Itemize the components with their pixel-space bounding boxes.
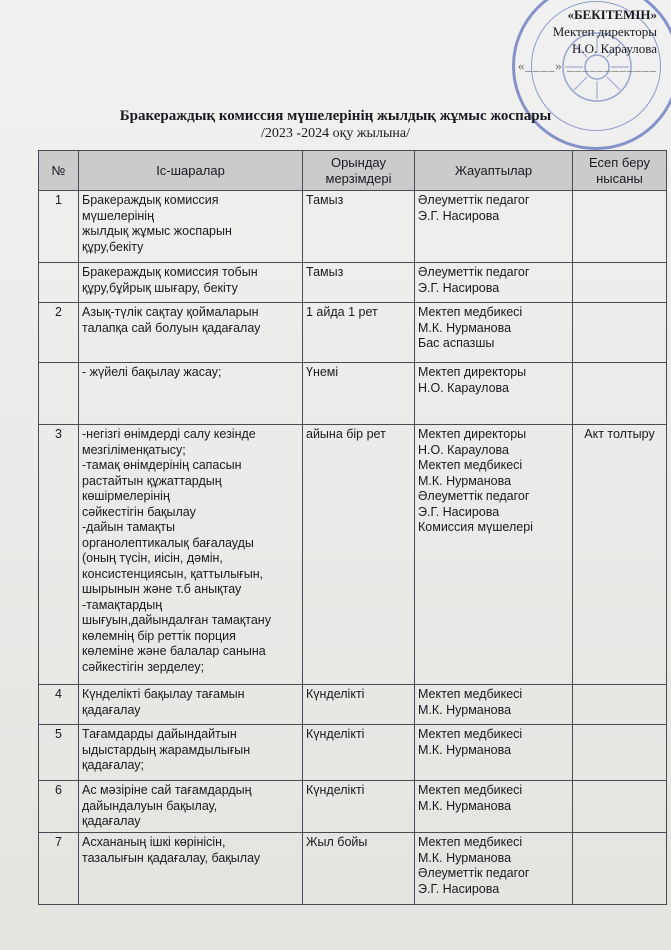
- row-activity: Асхананың ішкі көрінісін, тазалығын қадағалау, бақылау: [79, 833, 303, 905]
- row-activity: Бракераждық комиссия мүшелерінің жылдық жұмыс жоспарын құру,бекіту: [79, 191, 303, 263]
- row-num: [39, 263, 79, 303]
- table-row: [39, 725, 667, 781]
- row-num: 6: [39, 781, 79, 833]
- table-row: [39, 191, 667, 263]
- row-responsible: Әлеуметтік педагог Э.Г. Насирова: [415, 263, 573, 303]
- header-deadline: Орындау мерзімдері: [303, 151, 415, 191]
- document-title: [0, 108, 671, 142]
- row-responsible: Мектеп медбикесі М.К. Нурманова Әлеуметтік педагог Э.Г. Насирова: [415, 833, 573, 905]
- row-deadline: Үнемі: [303, 363, 415, 425]
- row-deadline: Күнделікті: [303, 725, 415, 781]
- row-deadline: Тамыз: [303, 263, 415, 303]
- row-report: [573, 725, 667, 781]
- row-report: [573, 781, 667, 833]
- row-num: 4: [39, 685, 79, 725]
- header-row: [39, 151, 667, 191]
- row-responsible: Мектеп медбикесі М.К. Нурманова Бас аспазшы: [415, 303, 573, 363]
- table-row: [39, 685, 667, 725]
- header-report: Есеп беру нысаны: [573, 151, 667, 191]
- header-num: №: [39, 151, 79, 191]
- row-report: Акт толтыру: [573, 425, 667, 685]
- row-report: [573, 363, 667, 425]
- table-row: [39, 781, 667, 833]
- row-responsible: Мектеп медбикесі М.К. Нурманова: [415, 725, 573, 781]
- row-activity: - жүйелі бақылау жасау;: [79, 363, 303, 425]
- row-deadline: Күнделікті: [303, 781, 415, 833]
- table-row: [39, 425, 667, 685]
- row-responsible: Әлеуметтік педагог Э.Г. Насирова: [415, 191, 573, 263]
- row-deadline: Жыл бойы: [303, 833, 415, 905]
- table-row: [39, 263, 667, 303]
- row-activity: Ас мәзіріне сай тағамдардың дайындалуын бақылау, қадағалау: [79, 781, 303, 833]
- row-report: [573, 191, 667, 263]
- row-responsible: Мектеп директоры Н.О. Караулова Мектеп медбикесі М.К. Нурманова Әлеуметтік педагог Э.Г. Насирова Комиссия мүшелері: [415, 425, 573, 685]
- approval-name: Н.О. Караулова: [571, 41, 657, 56]
- row-deadline: 1 айда 1 рет: [303, 303, 415, 363]
- plan-table: [38, 150, 667, 905]
- row-activity: -негізгі өнімдерді салу кезінде мезгіліменқатысу; -тамақ өнімдерінің сапасын растайтын құжаттардың көшірмелерінің сәйкестігін бақылау -дайын тамақты органолептикалық бағалауды (оның түсін, иісін, дәмін, консистенциясын, қаттылығын, шырынын және т.б анықтау -тамақтардың шығуын,дайындалған тамақтану көлемнің бір реттік порция көлеміне және балалар санына сәйкестігін зерделеу;: [79, 425, 303, 685]
- row-num: 2: [39, 303, 79, 363]
- header-activities: Іс-шаралар: [79, 151, 303, 191]
- row-responsible: Мектеп медбикесі М.К. Нурманова: [415, 781, 573, 833]
- row-activity: Бракераждық комиссия тобын құру,бұйрық шығару, бекіту: [79, 263, 303, 303]
- approval-role: Мектеп директоры: [552, 24, 657, 39]
- row-deadline: Тамыз: [303, 191, 415, 263]
- title-main: Бракераждық комиссия мүшелерінің жылдық жұмыс жоспары: [119, 108, 552, 124]
- row-report: [573, 303, 667, 363]
- row-activity: Азық-түлік сақтау қоймаларын талапқа сай болуын қадағалау: [79, 303, 303, 363]
- table-row: [39, 363, 667, 425]
- row-deadline: Күнделікті: [303, 685, 415, 725]
- row-report: [573, 263, 667, 303]
- approval-date: «____» ____________: [517, 58, 657, 73]
- row-num: 7: [39, 833, 79, 905]
- approval-label: «БЕКІТЕМІН»: [567, 7, 657, 22]
- header-responsible: Жауаптылар: [415, 151, 573, 191]
- row-report: [573, 833, 667, 905]
- row-responsible: Мектеп медбикесі М.К. Нурманова: [415, 685, 573, 725]
- row-responsible: Мектеп директоры Н.О. Караулова: [415, 363, 573, 425]
- row-activity: Тағамдарды дайындайтын ыдыстардың жарамдылығын қадағалау;: [79, 725, 303, 781]
- row-report: [573, 685, 667, 725]
- row-num: 3: [39, 425, 79, 685]
- row-num: 5: [39, 725, 79, 781]
- table-row: [39, 303, 667, 363]
- table-row: [39, 833, 667, 905]
- row-deadline: айына бір рет: [303, 425, 415, 685]
- approval-block: [457, 6, 657, 74]
- row-num: 1: [39, 191, 79, 263]
- row-num: [39, 363, 79, 425]
- row-activity: Күнделікті бақылау тағамын қадағалау: [79, 685, 303, 725]
- title-sub: /2023 -2024 оқу жылына/: [261, 126, 410, 141]
